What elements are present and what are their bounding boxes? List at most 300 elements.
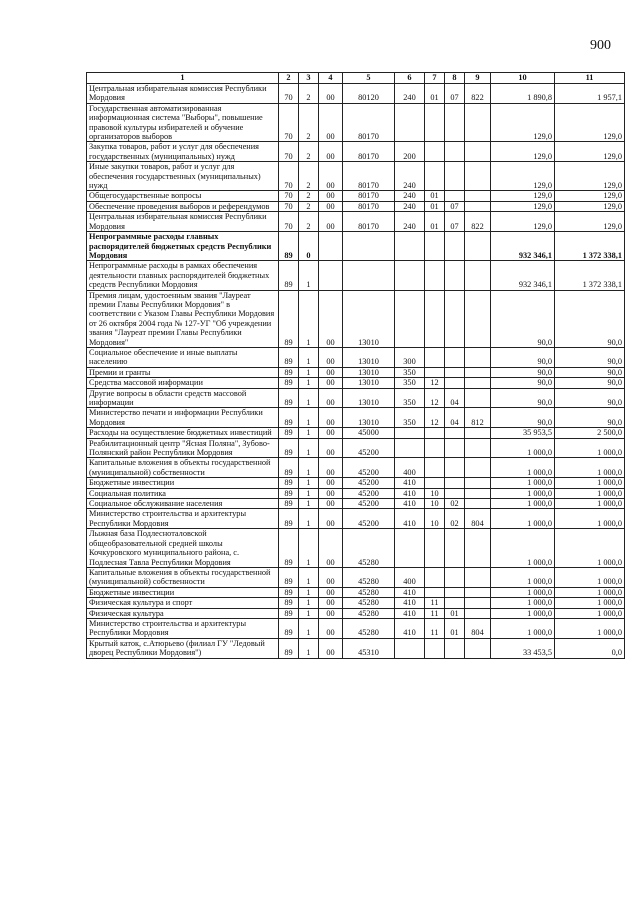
code-cell: 00	[319, 84, 343, 104]
code-cell: 00	[319, 201, 343, 211]
amount-cell: 1 000,0	[491, 478, 555, 488]
amount-cell: 1 000,0	[555, 608, 625, 618]
code-cell: 00	[319, 191, 343, 201]
code-cell	[465, 103, 491, 142]
code-cell: 822	[465, 212, 491, 232]
code-cell	[445, 567, 465, 587]
code-cell: 89	[279, 488, 299, 498]
row-name-cell: Центральная избирательная комиссия Республики Мордовия	[87, 84, 279, 104]
amount-cell: 129,0	[555, 191, 625, 201]
code-cell: 804	[465, 509, 491, 529]
code-cell: 89	[279, 458, 299, 478]
table-row	[87, 458, 625, 478]
code-cell: 240	[395, 191, 425, 201]
code-cell	[395, 529, 425, 568]
code-cell: 89	[279, 367, 299, 377]
column-header: 4	[319, 73, 343, 84]
code-cell	[445, 378, 465, 388]
code-cell: 10	[425, 488, 445, 498]
table-row	[87, 587, 625, 597]
amount-cell: 1 000,0	[555, 598, 625, 608]
code-cell	[465, 438, 491, 458]
amount-cell: 129,0	[555, 212, 625, 232]
code-cell: 13010	[343, 367, 395, 377]
code-cell: 89	[279, 638, 299, 658]
code-cell: 00	[319, 608, 343, 618]
code-cell: 1	[299, 428, 319, 438]
code-cell	[395, 428, 425, 438]
row-name-cell: Министерство строительства и архитектуры Республики Мордовия	[87, 509, 279, 529]
code-cell	[425, 232, 445, 261]
code-cell: 89	[279, 428, 299, 438]
code-cell	[465, 142, 491, 162]
amount-cell: 90,0	[491, 378, 555, 388]
table-row	[87, 212, 625, 232]
code-cell	[425, 367, 445, 377]
amount-cell: 1 000,0	[555, 529, 625, 568]
row-name-cell: Премия лицам, удостоенным звания "Лауреат премии Главы Республики Мордовия" в соответствии с Указом Главы Республики Мордовия от 26 октября 2004 года № 127-УГ "Об учреждении звания "Лауреат премии Главы Республики Мордовия"	[87, 290, 279, 347]
code-cell: 70	[279, 142, 299, 162]
code-cell: 70	[279, 103, 299, 142]
amount-cell: 1 000,0	[491, 458, 555, 478]
amount-cell: 1 000,0	[555, 587, 625, 597]
amount-cell: 90,0	[555, 290, 625, 347]
amount-cell: 129,0	[491, 142, 555, 162]
code-cell: 410	[395, 478, 425, 488]
code-cell	[465, 428, 491, 438]
table-row	[87, 408, 625, 428]
code-cell	[425, 458, 445, 478]
code-cell: 45200	[343, 499, 395, 509]
row-name-cell: Непрограммные расходы главных распорядителей бюджетных средств Республики Мордовия	[87, 232, 279, 261]
amount-cell: 932 346,1	[491, 232, 555, 261]
row-name-cell: Центральная избирательная комиссия Республики Мордовия	[87, 212, 279, 232]
amount-cell: 1 000,0	[555, 438, 625, 458]
row-name-cell: Закупка товаров, работ и услуг для обеспечения государственных (муниципальных) нужд	[87, 142, 279, 162]
code-cell: 2	[299, 212, 319, 232]
code-cell: 1	[299, 587, 319, 597]
amount-cell: 1 000,0	[555, 499, 625, 509]
code-cell: 400	[395, 567, 425, 587]
code-cell: 12	[425, 408, 445, 428]
code-cell: 02	[445, 499, 465, 509]
amount-cell: 129,0	[555, 162, 625, 191]
code-cell	[465, 367, 491, 377]
code-cell: 1	[299, 608, 319, 618]
row-name-cell: Общегосударственные вопросы	[87, 191, 279, 201]
table-row	[87, 608, 625, 618]
code-cell: 70	[279, 191, 299, 201]
code-cell	[445, 488, 465, 498]
row-name-cell: Бюджетные инвестиции	[87, 587, 279, 597]
code-cell: 02	[445, 509, 465, 529]
code-cell: 45310	[343, 638, 395, 658]
column-header: 2	[279, 73, 299, 84]
code-cell: 2	[299, 191, 319, 201]
code-cell: 300	[395, 347, 425, 367]
code-cell	[445, 347, 465, 367]
code-cell	[425, 478, 445, 488]
code-cell: 1	[299, 509, 319, 529]
table-header-row	[87, 73, 625, 84]
table-row	[87, 347, 625, 367]
code-cell	[465, 598, 491, 608]
code-cell	[445, 458, 465, 478]
code-cell: 00	[319, 290, 343, 347]
amount-cell: 90,0	[555, 378, 625, 388]
code-cell	[445, 428, 465, 438]
code-cell	[425, 290, 445, 347]
code-cell: 1	[299, 638, 319, 658]
code-cell: 00	[319, 499, 343, 509]
code-cell: 89	[279, 388, 299, 408]
amount-cell: 1 000,0	[491, 567, 555, 587]
code-cell: 400	[395, 458, 425, 478]
code-cell: 01	[425, 212, 445, 232]
row-name-cell: Капитальные вложения в объекты государственной (муниципальной) собственности	[87, 458, 279, 478]
amount-cell: 90,0	[491, 388, 555, 408]
code-cell: 89	[279, 509, 299, 529]
code-cell: 10	[425, 499, 445, 509]
code-cell: 1	[299, 458, 319, 478]
code-cell: 13010	[343, 347, 395, 367]
code-cell	[395, 638, 425, 658]
code-cell: 410	[395, 598, 425, 608]
row-name-cell: Государственная автоматизированная информационная система "Выборы", повышение правовой культуры избирателей и обучение организаторов выборов	[87, 103, 279, 142]
table-body	[87, 84, 625, 659]
table-row	[87, 529, 625, 568]
code-cell: 80170	[343, 142, 395, 162]
table-row	[87, 201, 625, 211]
code-cell: 2	[299, 84, 319, 104]
code-cell: 1	[299, 618, 319, 638]
code-cell: 80170	[343, 103, 395, 142]
amount-cell: 0,0	[555, 638, 625, 658]
code-cell: 0	[299, 232, 319, 261]
code-cell: 1	[299, 478, 319, 488]
code-cell	[395, 438, 425, 458]
code-cell: 00	[319, 478, 343, 488]
amount-cell: 1 000,0	[491, 587, 555, 597]
code-cell	[465, 201, 491, 211]
amount-cell: 129,0	[491, 162, 555, 191]
column-header: 10	[491, 73, 555, 84]
code-cell	[465, 499, 491, 509]
amount-cell: 1 000,0	[491, 618, 555, 638]
code-cell	[465, 378, 491, 388]
code-cell: 04	[445, 388, 465, 408]
code-cell: 80170	[343, 162, 395, 191]
code-cell: 00	[319, 388, 343, 408]
code-cell	[425, 162, 445, 191]
amount-cell: 1 000,0	[491, 608, 555, 618]
table-row	[87, 290, 625, 347]
table-row	[87, 103, 625, 142]
code-cell: 89	[279, 347, 299, 367]
code-cell: 01	[445, 618, 465, 638]
code-cell: 240	[395, 162, 425, 191]
code-cell: 80120	[343, 84, 395, 104]
code-cell: 13010	[343, 290, 395, 347]
table-row	[87, 438, 625, 458]
code-cell: 410	[395, 618, 425, 638]
code-cell: 350	[395, 408, 425, 428]
amount-cell: 2 500,0	[555, 428, 625, 438]
code-cell	[465, 191, 491, 201]
amount-cell: 1 000,0	[491, 499, 555, 509]
code-cell: 410	[395, 488, 425, 498]
code-cell: 00	[319, 488, 343, 498]
code-cell: 240	[395, 212, 425, 232]
code-cell: 1	[299, 347, 319, 367]
amount-cell: 1 000,0	[555, 618, 625, 638]
row-name-cell: Непрограммные расходы в рамках обеспечения деятельности главных распорядителей бюджетных средств Республики Мордовия	[87, 261, 279, 290]
code-cell: 240	[395, 84, 425, 104]
code-cell	[425, 529, 445, 568]
budget-table	[86, 72, 625, 659]
code-cell	[395, 232, 425, 261]
code-cell: 89	[279, 567, 299, 587]
code-cell: 2	[299, 103, 319, 142]
code-cell: 70	[279, 201, 299, 211]
code-cell: 80170	[343, 212, 395, 232]
code-cell	[445, 191, 465, 201]
code-cell: 70	[279, 162, 299, 191]
code-cell: 00	[319, 567, 343, 587]
amount-cell: 90,0	[491, 408, 555, 428]
column-header: 3	[299, 73, 319, 84]
table-row	[87, 162, 625, 191]
code-cell: 12	[425, 388, 445, 408]
row-name-cell: Обеспечение проведения выборов и референдумов	[87, 201, 279, 211]
code-cell: 89	[279, 232, 299, 261]
code-cell: 01	[445, 608, 465, 618]
code-cell: 89	[279, 499, 299, 509]
code-cell: 410	[395, 509, 425, 529]
column-header: 11	[555, 73, 625, 84]
amount-cell: 1 000,0	[491, 438, 555, 458]
code-cell	[425, 347, 445, 367]
code-cell: 00	[319, 458, 343, 478]
code-cell: 2	[299, 162, 319, 191]
code-cell	[445, 529, 465, 568]
row-name-cell: Министерство печати и информации Республики Мордовия	[87, 408, 279, 428]
code-cell: 1	[299, 388, 319, 408]
code-cell	[445, 587, 465, 597]
row-name-cell: Социальное обеспечение и иные выплаты населению	[87, 347, 279, 367]
code-cell: 07	[445, 201, 465, 211]
amount-cell: 1 372 338,1	[555, 261, 625, 290]
row-name-cell: Реабилитационный центр "Ясная Поляна", Зубово-Полянский район Республики Мордовия	[87, 438, 279, 458]
code-cell: 45280	[343, 598, 395, 608]
code-cell	[465, 290, 491, 347]
row-name-cell: Расходы на осуществление бюджетных инвестиций	[87, 428, 279, 438]
code-cell: 89	[279, 598, 299, 608]
code-cell	[445, 598, 465, 608]
row-name-cell: Министерство строительства и архитектуры Республики Мордовия	[87, 618, 279, 638]
column-header: 8	[445, 73, 465, 84]
code-cell: 45200	[343, 509, 395, 529]
code-cell: 1	[299, 567, 319, 587]
code-cell	[425, 638, 445, 658]
amount-cell: 129,0	[555, 103, 625, 142]
code-cell: 89	[279, 408, 299, 428]
code-cell: 45000	[343, 428, 395, 438]
code-cell: 804	[465, 618, 491, 638]
table-row	[87, 567, 625, 587]
code-cell: 00	[319, 142, 343, 162]
code-cell	[425, 567, 445, 587]
table-row	[87, 618, 625, 638]
code-cell: 1	[299, 529, 319, 568]
code-cell: 13010	[343, 388, 395, 408]
amount-cell: 1 000,0	[555, 509, 625, 529]
code-cell: 1	[299, 499, 319, 509]
code-cell	[465, 567, 491, 587]
code-cell: 89	[279, 587, 299, 597]
code-cell: 00	[319, 212, 343, 232]
row-name-cell: Средства массовой информации	[87, 378, 279, 388]
code-cell: 11	[425, 598, 445, 608]
row-name-cell: Другие вопросы в области средств массовой информации	[87, 388, 279, 408]
code-cell: 1	[299, 488, 319, 498]
code-cell: 13010	[343, 408, 395, 428]
table-row	[87, 499, 625, 509]
amount-cell: 1 000,0	[491, 529, 555, 568]
amount-cell: 90,0	[555, 388, 625, 408]
code-cell	[445, 638, 465, 658]
code-cell: 200	[395, 142, 425, 162]
code-cell	[445, 478, 465, 488]
table-row	[87, 488, 625, 498]
code-cell: 70	[279, 84, 299, 104]
code-cell: 1	[299, 378, 319, 388]
code-cell	[465, 488, 491, 498]
amount-cell: 1 000,0	[491, 488, 555, 498]
amount-cell: 1 000,0	[555, 488, 625, 498]
code-cell: 89	[279, 290, 299, 347]
code-cell: 1	[299, 290, 319, 347]
code-cell	[445, 232, 465, 261]
code-cell: 10	[425, 509, 445, 529]
code-cell	[465, 261, 491, 290]
code-cell: 80170	[343, 201, 395, 211]
code-cell: 89	[279, 261, 299, 290]
code-cell: 00	[319, 618, 343, 638]
amount-cell: 129,0	[491, 212, 555, 232]
code-cell: 350	[395, 378, 425, 388]
code-cell: 89	[279, 529, 299, 568]
code-cell: 45200	[343, 488, 395, 498]
code-cell	[425, 103, 445, 142]
code-cell: 350	[395, 367, 425, 377]
table-row	[87, 509, 625, 529]
table-row	[87, 191, 625, 201]
amount-cell: 35 953,5	[491, 428, 555, 438]
column-header: 7	[425, 73, 445, 84]
code-cell: 410	[395, 587, 425, 597]
code-cell	[343, 261, 395, 290]
code-cell	[445, 438, 465, 458]
code-cell	[395, 261, 425, 290]
code-cell	[465, 162, 491, 191]
amount-cell: 1 372 338,1	[555, 232, 625, 261]
code-cell: 89	[279, 618, 299, 638]
code-cell	[425, 587, 445, 597]
code-cell: 89	[279, 608, 299, 618]
code-cell	[343, 232, 395, 261]
code-cell	[465, 478, 491, 488]
page-number: 900	[590, 38, 611, 53]
row-name-cell: Иные закупки товаров, работ и услуг для обеспечения государственных (муниципальных) нужд	[87, 162, 279, 191]
code-cell: 00	[319, 367, 343, 377]
amount-cell: 1 957,1	[555, 84, 625, 104]
code-cell	[465, 587, 491, 597]
amount-cell: 90,0	[555, 347, 625, 367]
row-name-cell: Социальное обслуживание населения	[87, 499, 279, 509]
amount-cell: 1 890,8	[491, 84, 555, 104]
code-cell: 11	[425, 608, 445, 618]
code-cell	[319, 261, 343, 290]
code-cell	[445, 290, 465, 347]
code-cell: 89	[279, 438, 299, 458]
code-cell: 2	[299, 142, 319, 162]
code-cell: 00	[319, 438, 343, 458]
column-header: 9	[465, 73, 491, 84]
code-cell: 00	[319, 103, 343, 142]
code-cell	[319, 232, 343, 261]
row-name-cell: Лыжная база Подлесноталовской общеобразовательной средней школы Кочкуровского муниципального района, с. Подлесная Тавла Республики Мордовия	[87, 529, 279, 568]
row-name-cell: Крытый каток, с.Атюрьево (филиал ГУ "Ледовый дворец Республики Мордовия")	[87, 638, 279, 658]
code-cell: 1	[299, 367, 319, 377]
code-cell	[445, 103, 465, 142]
code-cell: 00	[319, 598, 343, 608]
table-row	[87, 428, 625, 438]
amount-cell: 90,0	[555, 408, 625, 428]
code-cell: 13010	[343, 378, 395, 388]
code-cell: 45200	[343, 438, 395, 458]
code-cell: 45200	[343, 478, 395, 488]
code-cell: 45280	[343, 618, 395, 638]
code-cell	[425, 142, 445, 162]
row-name-cell: Физическая культура и спорт	[87, 598, 279, 608]
code-cell: 45280	[343, 567, 395, 587]
code-cell	[465, 232, 491, 261]
table-row	[87, 478, 625, 488]
code-cell	[465, 608, 491, 618]
code-cell: 812	[465, 408, 491, 428]
code-cell: 1	[299, 408, 319, 428]
amount-cell: 1 000,0	[555, 567, 625, 587]
code-cell	[425, 438, 445, 458]
code-cell: 07	[445, 84, 465, 104]
code-cell: 00	[319, 509, 343, 529]
table-row	[87, 232, 625, 261]
table-row	[87, 142, 625, 162]
code-cell: 410	[395, 499, 425, 509]
code-cell	[395, 103, 425, 142]
code-cell	[425, 428, 445, 438]
code-cell: 1	[299, 438, 319, 458]
amount-cell: 129,0	[555, 201, 625, 211]
table-row	[87, 378, 625, 388]
table-row	[87, 261, 625, 290]
code-cell: 45280	[343, 608, 395, 618]
code-cell: 11	[425, 618, 445, 638]
table-row	[87, 598, 625, 608]
code-cell: 00	[319, 587, 343, 597]
code-cell	[445, 261, 465, 290]
